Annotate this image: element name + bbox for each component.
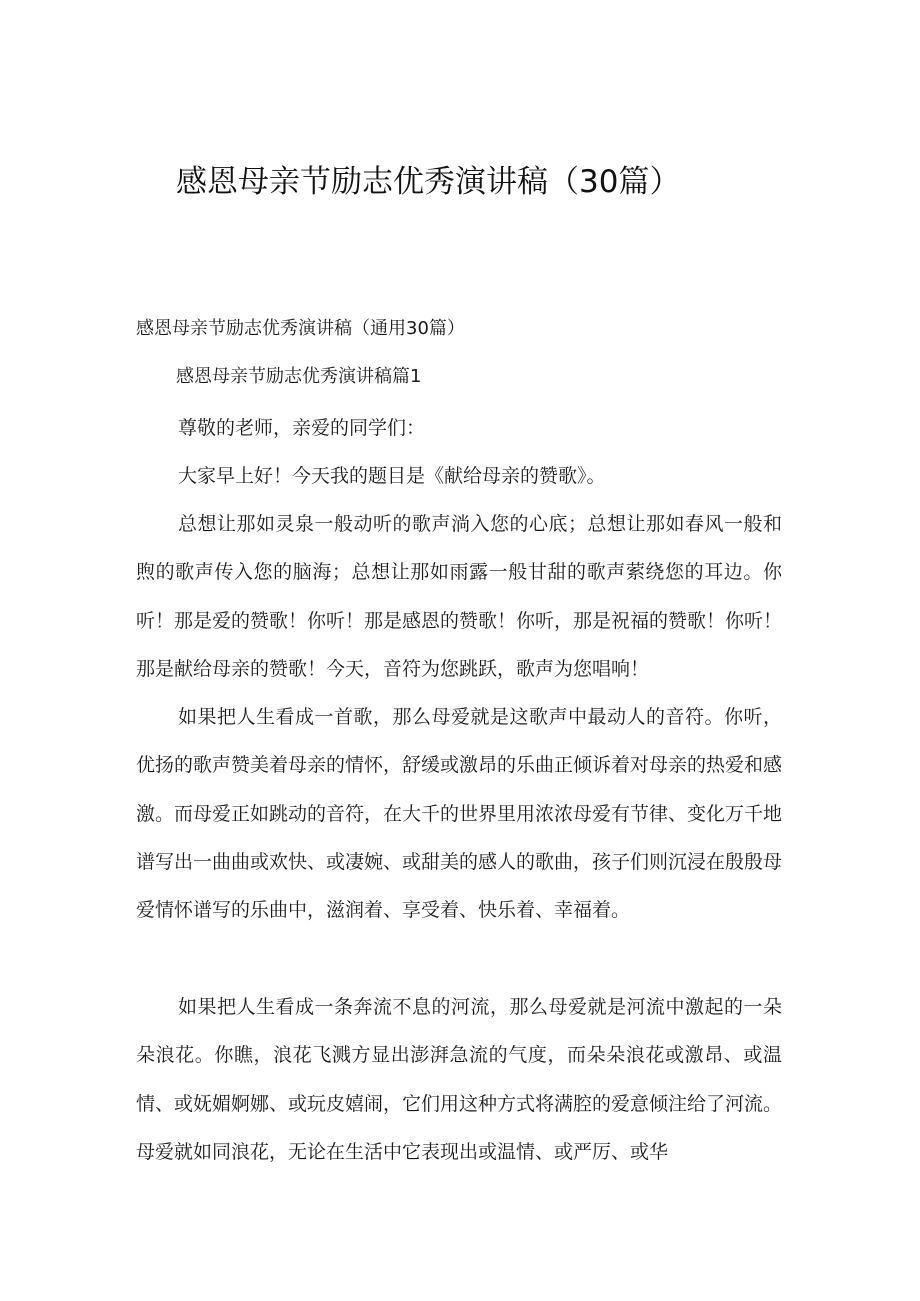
document-subtitle: 感恩母亲节励志优秀演讲稿（通用30篇） [136, 318, 465, 339]
greeting: 大家早上好！今天我的题目是《献给母亲的赞歌》。 [178, 465, 606, 487]
salutation: 尊敬的老师，亲爱的同学们： [178, 417, 426, 439]
section-heading: 感恩母亲节励志优秀演讲稿篇1 [176, 366, 422, 387]
page-title: 感恩母亲节励志优秀演讲稿（30篇） [176, 164, 681, 200]
body-paragraph: 如果把人生看成一条奔流不息的河流，那么母爱就是河流中激起的一朵朵浪花。你瞧，浪花飞溅方显出澎湃急流的气度，而朵朵浪花或激昂、或温情、或妩媚婀娜、或玩皮嬉闹，它们用这种方式将满腔的爱意倾注给了河流。母爱就如同浪花，无论在生活中它表现出或温情、或严厉、或华 [136, 996, 783, 1163]
body-paragraph: 如果把人生看成一首歌，那么母爱就是这歌声中最动人的音符。你听，优扬的歌声赞美着母亲的情怀，舒缓或激昂的乐曲正倾诉着对母亲的热爱和感激。而母爱正如跳动的音符，在大千的世界里用浓浓母爱有节律、变化万千地谱写出一曲曲或欢快、或凄婉、或甜美的感人的歌曲，孩子们则沉浸在殷殷母爱情怀谱写的乐曲中，滋润着、享受着、快乐着、幸福着。 [136, 706, 783, 922]
body-paragraph: 总想让那如灵泉一般动听的歌声淌入您的心底；总想让那如春风一般和煦的歌声传入您的脑海；总想让那如雨露一般甘甜的歌声萦绕您的耳边。你听！那是爱的赞歌！你听！那是感恩的赞歌！你听，那是祝福的赞歌！你听！那是献给母亲的赞歌！今天，音符为您跳跃，歌声为您唱响！ [136, 513, 783, 680]
